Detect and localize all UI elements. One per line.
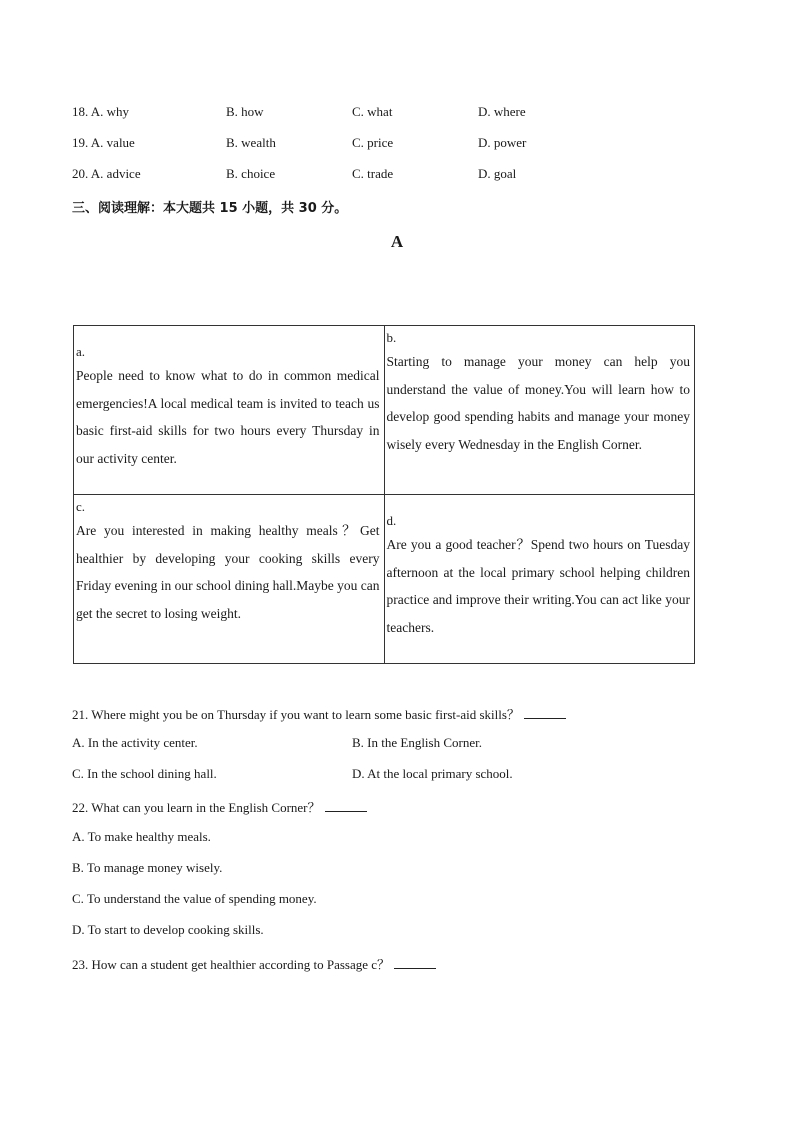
option-20-c: C. trade: [352, 166, 394, 181]
notice-letter: d.: [386, 513, 397, 528]
notice-cell-c: [74, 495, 385, 664]
option-20-b: B. choice: [226, 166, 276, 181]
option-row-18: [72, 104, 672, 122]
section-heading: 三、阅读理解：本大题共 15 小题，共 30 分。: [72, 201, 348, 216]
passage-title: A: [390, 232, 404, 251]
option-19-c: C. price: [352, 135, 394, 150]
question-21: [72, 704, 566, 723]
answer-blank[interactable]: [524, 706, 566, 719]
q22-option-a: A. To make healthy meals.: [72, 829, 211, 844]
q21-option-c: C. In the school dining hall.: [72, 766, 217, 781]
question-23: [72, 954, 436, 973]
notice-cell-d: [384, 495, 695, 664]
q21-option-a: A. In the activity center.: [72, 735, 198, 750]
option-20-d: D. goal: [478, 166, 517, 181]
option-row-19: [72, 135, 672, 153]
q22-option-d: D. To start to develop cooking skills.: [72, 922, 264, 937]
option-19-d: D. power: [478, 135, 527, 150]
question-23-stem: 23. How can a student get healthier according to Passage c？: [72, 957, 391, 972]
notice-letter: b.: [386, 330, 397, 345]
option-18-b: B. how: [226, 104, 264, 119]
option-20-a: 20. A. advice: [72, 166, 141, 181]
notice-letter: c.: [76, 499, 86, 514]
q22-option-b: B. To manage money wisely.: [72, 860, 223, 875]
notice-text: Starting to manage your money can help you understand the value of money.You will learn how to develop good spending habits and manage your money wisely every Wednesday in the English Corner.: [386, 354, 690, 452]
notice-text: People need to know what to do in common medical emergencies!A local medical team is invited to teach us basic first-aid skills for two hours every Thursday in our activity center.: [76, 368, 380, 466]
notice-text: Are you a good teacher？Spend two hours on Tuesday afternoon at the local primary school helping children practice and improve their writing.You can act like your teachers.: [386, 537, 690, 635]
table-row: [74, 495, 695, 664]
notice-text: Are you interested in making healthy meals？Get healthier by developing your cooking skills every Friday evening in our school dining hall.Maybe you can get the secret to losing weight.: [76, 523, 380, 621]
table-row: [74, 326, 695, 495]
q21-option-d: D. At the local primary school.: [352, 766, 513, 781]
question-21-stem: 21. Where might you be on Thursday if you want to learn some basic first-aid skills？: [72, 707, 520, 722]
notice-letter: a.: [76, 344, 86, 359]
notices-table: [73, 325, 695, 664]
notice-cell-a: [74, 326, 385, 495]
option-row-20: [72, 166, 672, 184]
option-18-a: 18. A. why: [72, 104, 130, 119]
question-22-stem: 22. What can you learn in the English Corner？: [72, 800, 321, 815]
option-18-d: D. where: [478, 104, 526, 119]
option-19-a: 19. A. value: [72, 135, 135, 150]
q21-option-b: B. In the English Corner.: [352, 735, 482, 750]
notice-cell-b: [384, 326, 695, 495]
q22-option-c: C. To understand the value of spending money.: [72, 891, 317, 906]
answer-blank[interactable]: [394, 956, 436, 969]
question-22: [72, 797, 367, 816]
option-18-c: C. what: [352, 104, 393, 119]
answer-blank[interactable]: [325, 799, 367, 812]
option-19-b: B. wealth: [226, 135, 276, 150]
